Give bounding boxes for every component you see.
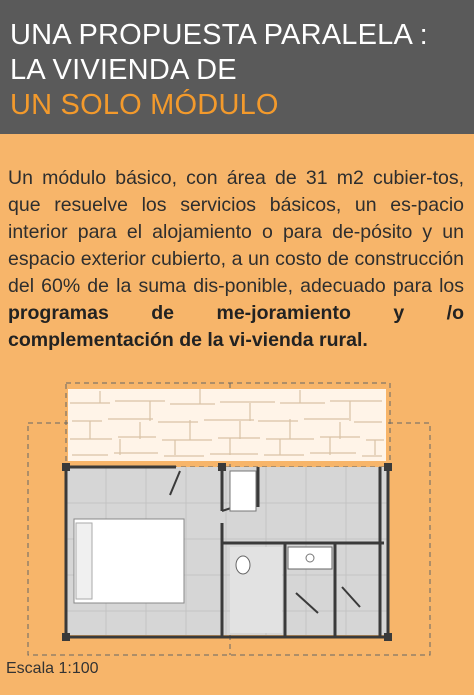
- toilet: [236, 556, 250, 574]
- corner-post-5: [384, 633, 392, 641]
- kitchen-counter: [230, 471, 256, 511]
- title-line-3: UN SOLO MÓDULO: [10, 89, 279, 121]
- corner-post-1: [62, 463, 70, 471]
- description-bold: programas de me-joramiento y /o complementación de la vi-vienda rural.: [8, 302, 464, 351]
- sink: [288, 547, 332, 569]
- description-paragraph: [8, 165, 464, 354]
- corner-post-4: [62, 633, 70, 641]
- description-normal: Un módulo básico, con área de 31 m2 cubier-tos, que resuelve los servicios básicos, un es-pacio interior para el alojamiento o para de-pósito y un espacio exterior cubierto, a un costo de construcción del 60% de la suma dis-ponible, adecuado para los: [8, 167, 464, 297]
- scale-label: Escala 1:100: [6, 660, 99, 677]
- bed-pillow: [76, 523, 92, 599]
- title-line-1: UNA PROPUESTA PARALELA :: [10, 19, 428, 51]
- stone-wall: [68, 389, 386, 461]
- title-line-2: LA VIVIENDA DE: [10, 54, 237, 86]
- corner-post-3: [384, 463, 392, 471]
- page-title: [10, 18, 428, 123]
- corner-post-2: [218, 463, 226, 471]
- floor-plan: [0, 375, 474, 660]
